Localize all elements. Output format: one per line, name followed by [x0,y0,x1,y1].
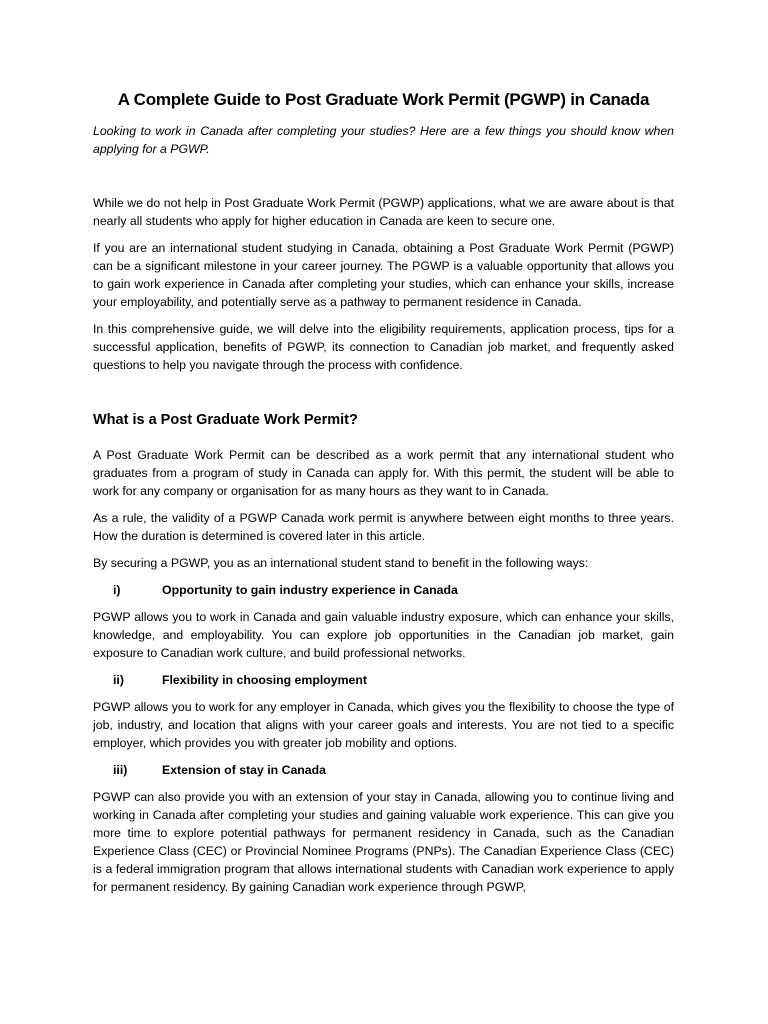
benefit-paragraph: PGWP allows you to work for any employer in Canada, which gives you the flexibility to choose the type of job, industry, and location that aligns with your career goals and interests. You are not tied to a specific employer, which provides you with greater job mobility and options. [93,700,674,750]
intro-paragraph: While we do not help in Post Graduate Work Permit (PGWP) applications, what we are aware about is that nearly all students who apply for higher education in Canada are keen to secure one. [93,196,674,228]
benefit-heading [93,761,674,779]
benefit-heading [93,581,674,599]
benefit-number: i) [113,583,121,597]
benefit-label: Extension of stay in Canada [162,763,326,777]
benefit-paragraph: PGWP allows you to work in Canada and gain valuable industry exposure, which can enhance your skills, knowledge, and employability. You can explore job opportunities in the Canadian job market, gain exposure to Canadian work culture, and build professional networks. [93,610,674,660]
section-paragraph: As a rule, the validity of a PGWP Canada work permit is anywhere between eight months to three years. How the duration is determined is covered later in this article. [93,511,674,543]
benefit-label: Opportunity to gain industry experience in Canada [162,583,458,597]
section-paragraph: By securing a PGWP, you as an international student stand to benefit in the following ways: [93,556,589,570]
document-title: A Complete Guide to Post Graduate Work Permit (PGWP) in Canada [117,90,650,109]
section-heading: What is a Post Graduate Work Permit? [93,412,358,428]
document-page [93,88,674,905]
document-subtitle: Looking to work in Canada after completing your studies? Here are a few things you should know when applying for a PGWP. [93,124,674,156]
intro-paragraph: If you are an international student studying in Canada, obtaining a Post Graduate Work Permit (PGWP) can be a significant milestone in your career journey. The PGWP is a valuable opportunity that allows you to gain work experience in Canada after completing your studies, which can enhance your skills, increase your employability, and potentially serve as a pathway to permanent residence in Canada. [93,241,674,309]
section-paragraph: A Post Graduate Work Permit can be described as a work permit that any international student who graduates from a program of study in Canada can apply for. With this permit, the student will be able to work for any company or organisation for as many hours as they want to in Canada. [93,448,674,498]
benefit-number: ii) [113,673,124,687]
benefit-number: iii) [113,763,128,777]
benefit-heading [93,671,674,689]
benefit-paragraph: PGWP can also provide you with an extension of your stay in Canada, allowing you to continue living and working in Canada after completing your studies and gaining valuable work experience. This can give you more time to explore potential pathways for permanent residency in Canada, such as the Canadian Experience Class (CEC) or Provincial Nominee Programs (PNPs). The Canadian Experience Class (CEC) is a federal immigration program that allows international students with Canadian work experience to apply for permanent residency. By gaining Canadian work experience through PGWP, [93,790,674,894]
intro-paragraph: In this comprehensive guide, we will delve into the eligibility requirements, application process, tips for a successful application, benefits of PGWP, its connection to Canadian job market, and frequently asked questions to help you navigate through the process with confidence. [93,322,674,372]
benefit-label: Flexibility in choosing employment [162,673,367,687]
